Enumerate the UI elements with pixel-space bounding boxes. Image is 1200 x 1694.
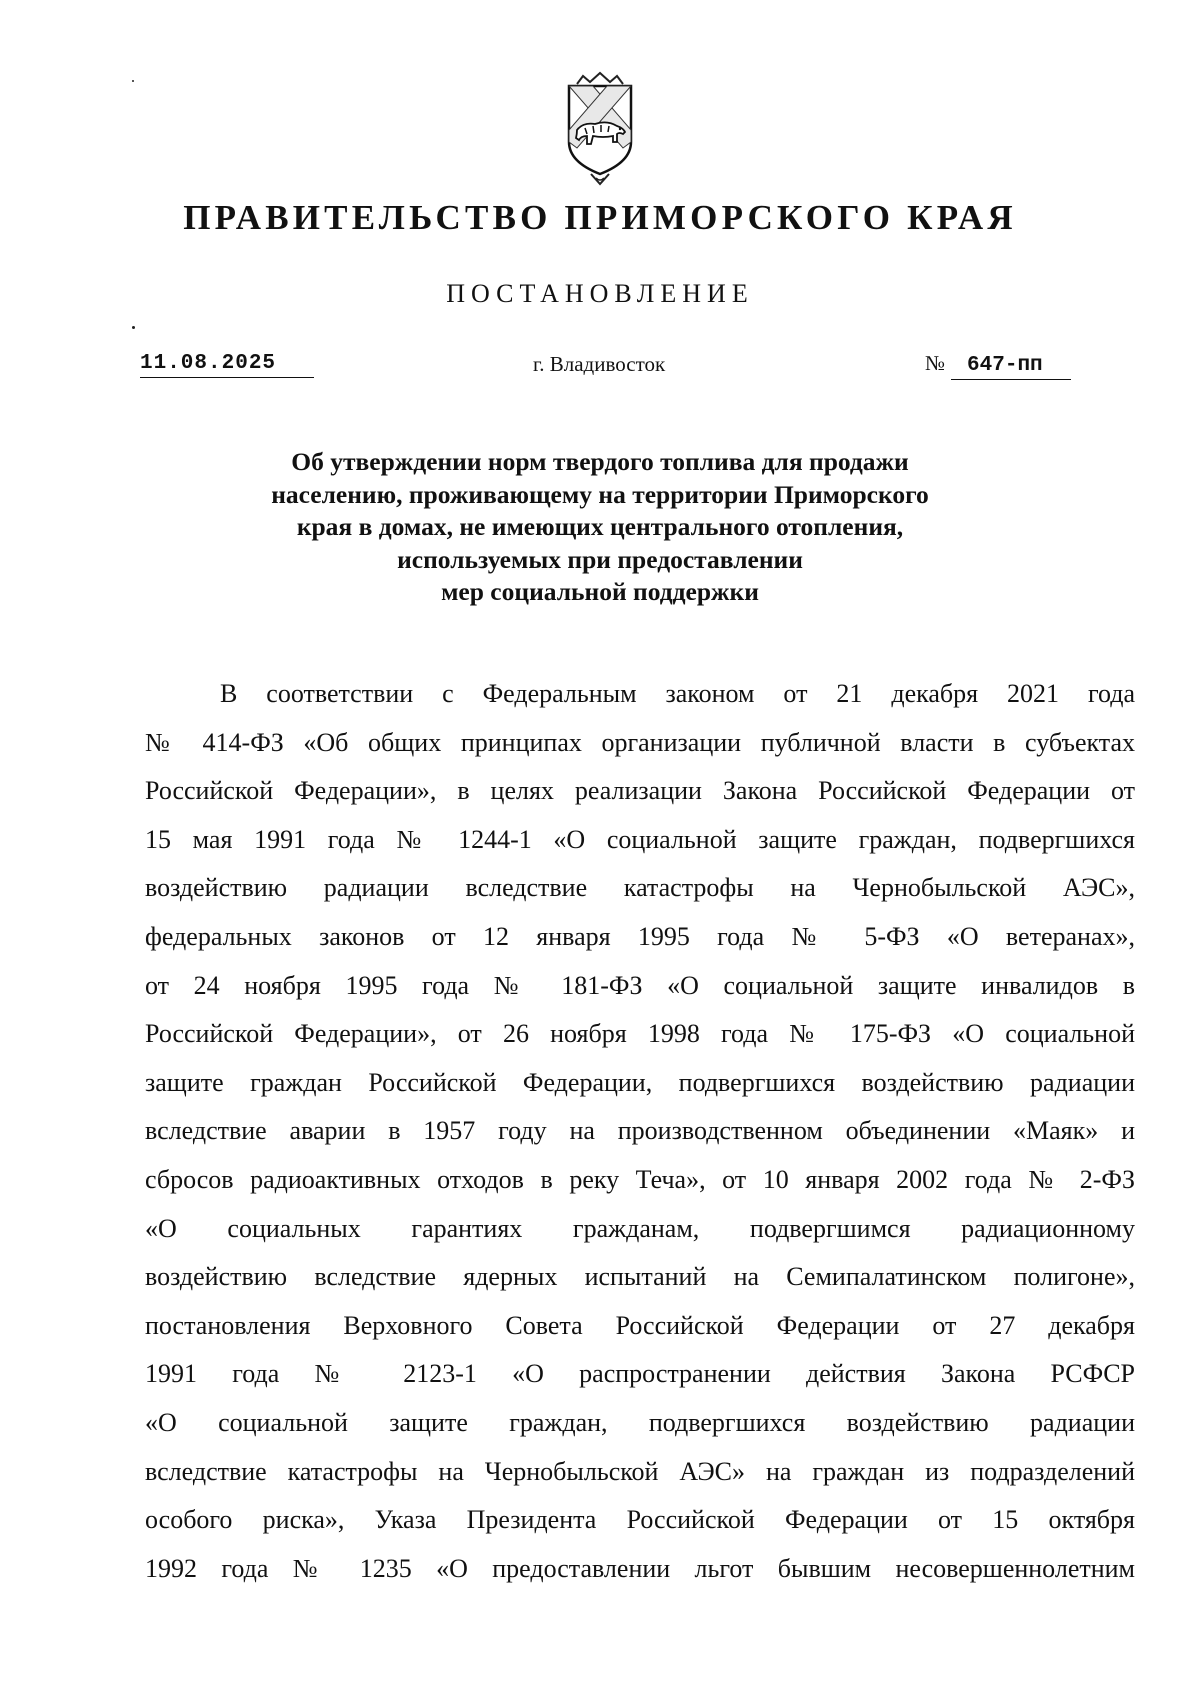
body-line: № 414-ФЗ «Об общих принципах организации публичной власти в субъектах bbox=[145, 727, 1135, 757]
body-line: сбросов радиоактивных отходов в реку Теча», от 10 января 2002 года № 2-ФЗ bbox=[145, 1164, 1135, 1194]
body-line: воздействию радиации вследствие катастрофы на Чернобыльской АЭС», bbox=[145, 873, 1135, 903]
body-line: вследствие катастрофы на Чернобыльской АЭС» на граждан из подразделений bbox=[145, 1456, 1135, 1486]
subject-line: мер социальной поддержки bbox=[441, 577, 759, 606]
subject-line: края в домах, не имеющих центрального отопления, bbox=[296, 512, 904, 541]
subject-line: населению, проживающему на территории Приморского bbox=[271, 479, 929, 509]
coat-of-arms-icon bbox=[563, 70, 637, 188]
subject-line: используемых при предоставлении bbox=[397, 544, 803, 574]
document-date: 11.08.2025 bbox=[140, 352, 314, 378]
body-line: защите граждан Российской Федерации, подвергшихся воздействию радиации bbox=[145, 1067, 1135, 1097]
body-line: 15 мая 1991 года № 1244-1 «О социальной защите граждан, подвергшихся bbox=[145, 824, 1135, 854]
document-number: 647-пп bbox=[951, 354, 1071, 380]
scan-speck bbox=[132, 80, 134, 82]
document-city: г. Владивосток bbox=[533, 352, 666, 376]
body-line: особого риска», Указа Президента Российской Федерации от 15 октября bbox=[145, 1505, 1135, 1535]
scan-speck bbox=[132, 326, 135, 329]
body-line: федеральных законов от 12 января 1995 года № 5-ФЗ «О ветеранах», bbox=[145, 921, 1135, 951]
body-line: «О социальных гарантиях гражданам, подвергшимся радиационному bbox=[145, 1213, 1135, 1243]
document-meta-row bbox=[0, 352, 1200, 386]
number-sign: № bbox=[925, 351, 946, 375]
body-line: воздействию вследствие ядерных испытаний на Семипалатинском полигоне», bbox=[145, 1262, 1135, 1292]
body-line: постановления Верховного Совета Российской Федерации от 27 декабря bbox=[145, 1310, 1135, 1340]
body-line: Российской Федерации», от 26 ноября 1998 года № 175-ФЗ «О социальной bbox=[145, 1019, 1135, 1049]
body-line: от 24 ноября 1995 года № 181-ФЗ «О социальной защите инвалидов в bbox=[145, 970, 1135, 1000]
body-line: 1992 года № 1235 «О предоставлении льгот бывшим несовершеннолетним bbox=[145, 1553, 1135, 1583]
body-line: 1991 года № 2123-1 «О распространении действия Закона РСФСР bbox=[145, 1359, 1135, 1389]
subject-line: Об утверждении норм твердого топлива для продажи bbox=[291, 447, 909, 476]
body-line: «О социальной защите граждан, подвергшихся воздействию радиации bbox=[145, 1407, 1135, 1437]
document-subject bbox=[150, 446, 1050, 609]
body-line: В соответствии с Федеральным законом от 21 декабря 2021 года bbox=[220, 679, 1135, 708]
document-type-title: ПОСТАНОВЛЕНИЕ bbox=[446, 279, 754, 308]
body-line: Российской Федерации», в целях реализации Закона Российской Федерации от bbox=[145, 776, 1135, 806]
document-number-block bbox=[925, 352, 1071, 380]
body-line: вследствие аварии в 1957 году на производственном объединении «Маяк» и bbox=[145, 1116, 1135, 1146]
document-body bbox=[145, 670, 1135, 1593]
government-title: ПРАВИТЕЛЬСТВО ПРИМОРСКОГО КРАЯ bbox=[183, 198, 1017, 237]
